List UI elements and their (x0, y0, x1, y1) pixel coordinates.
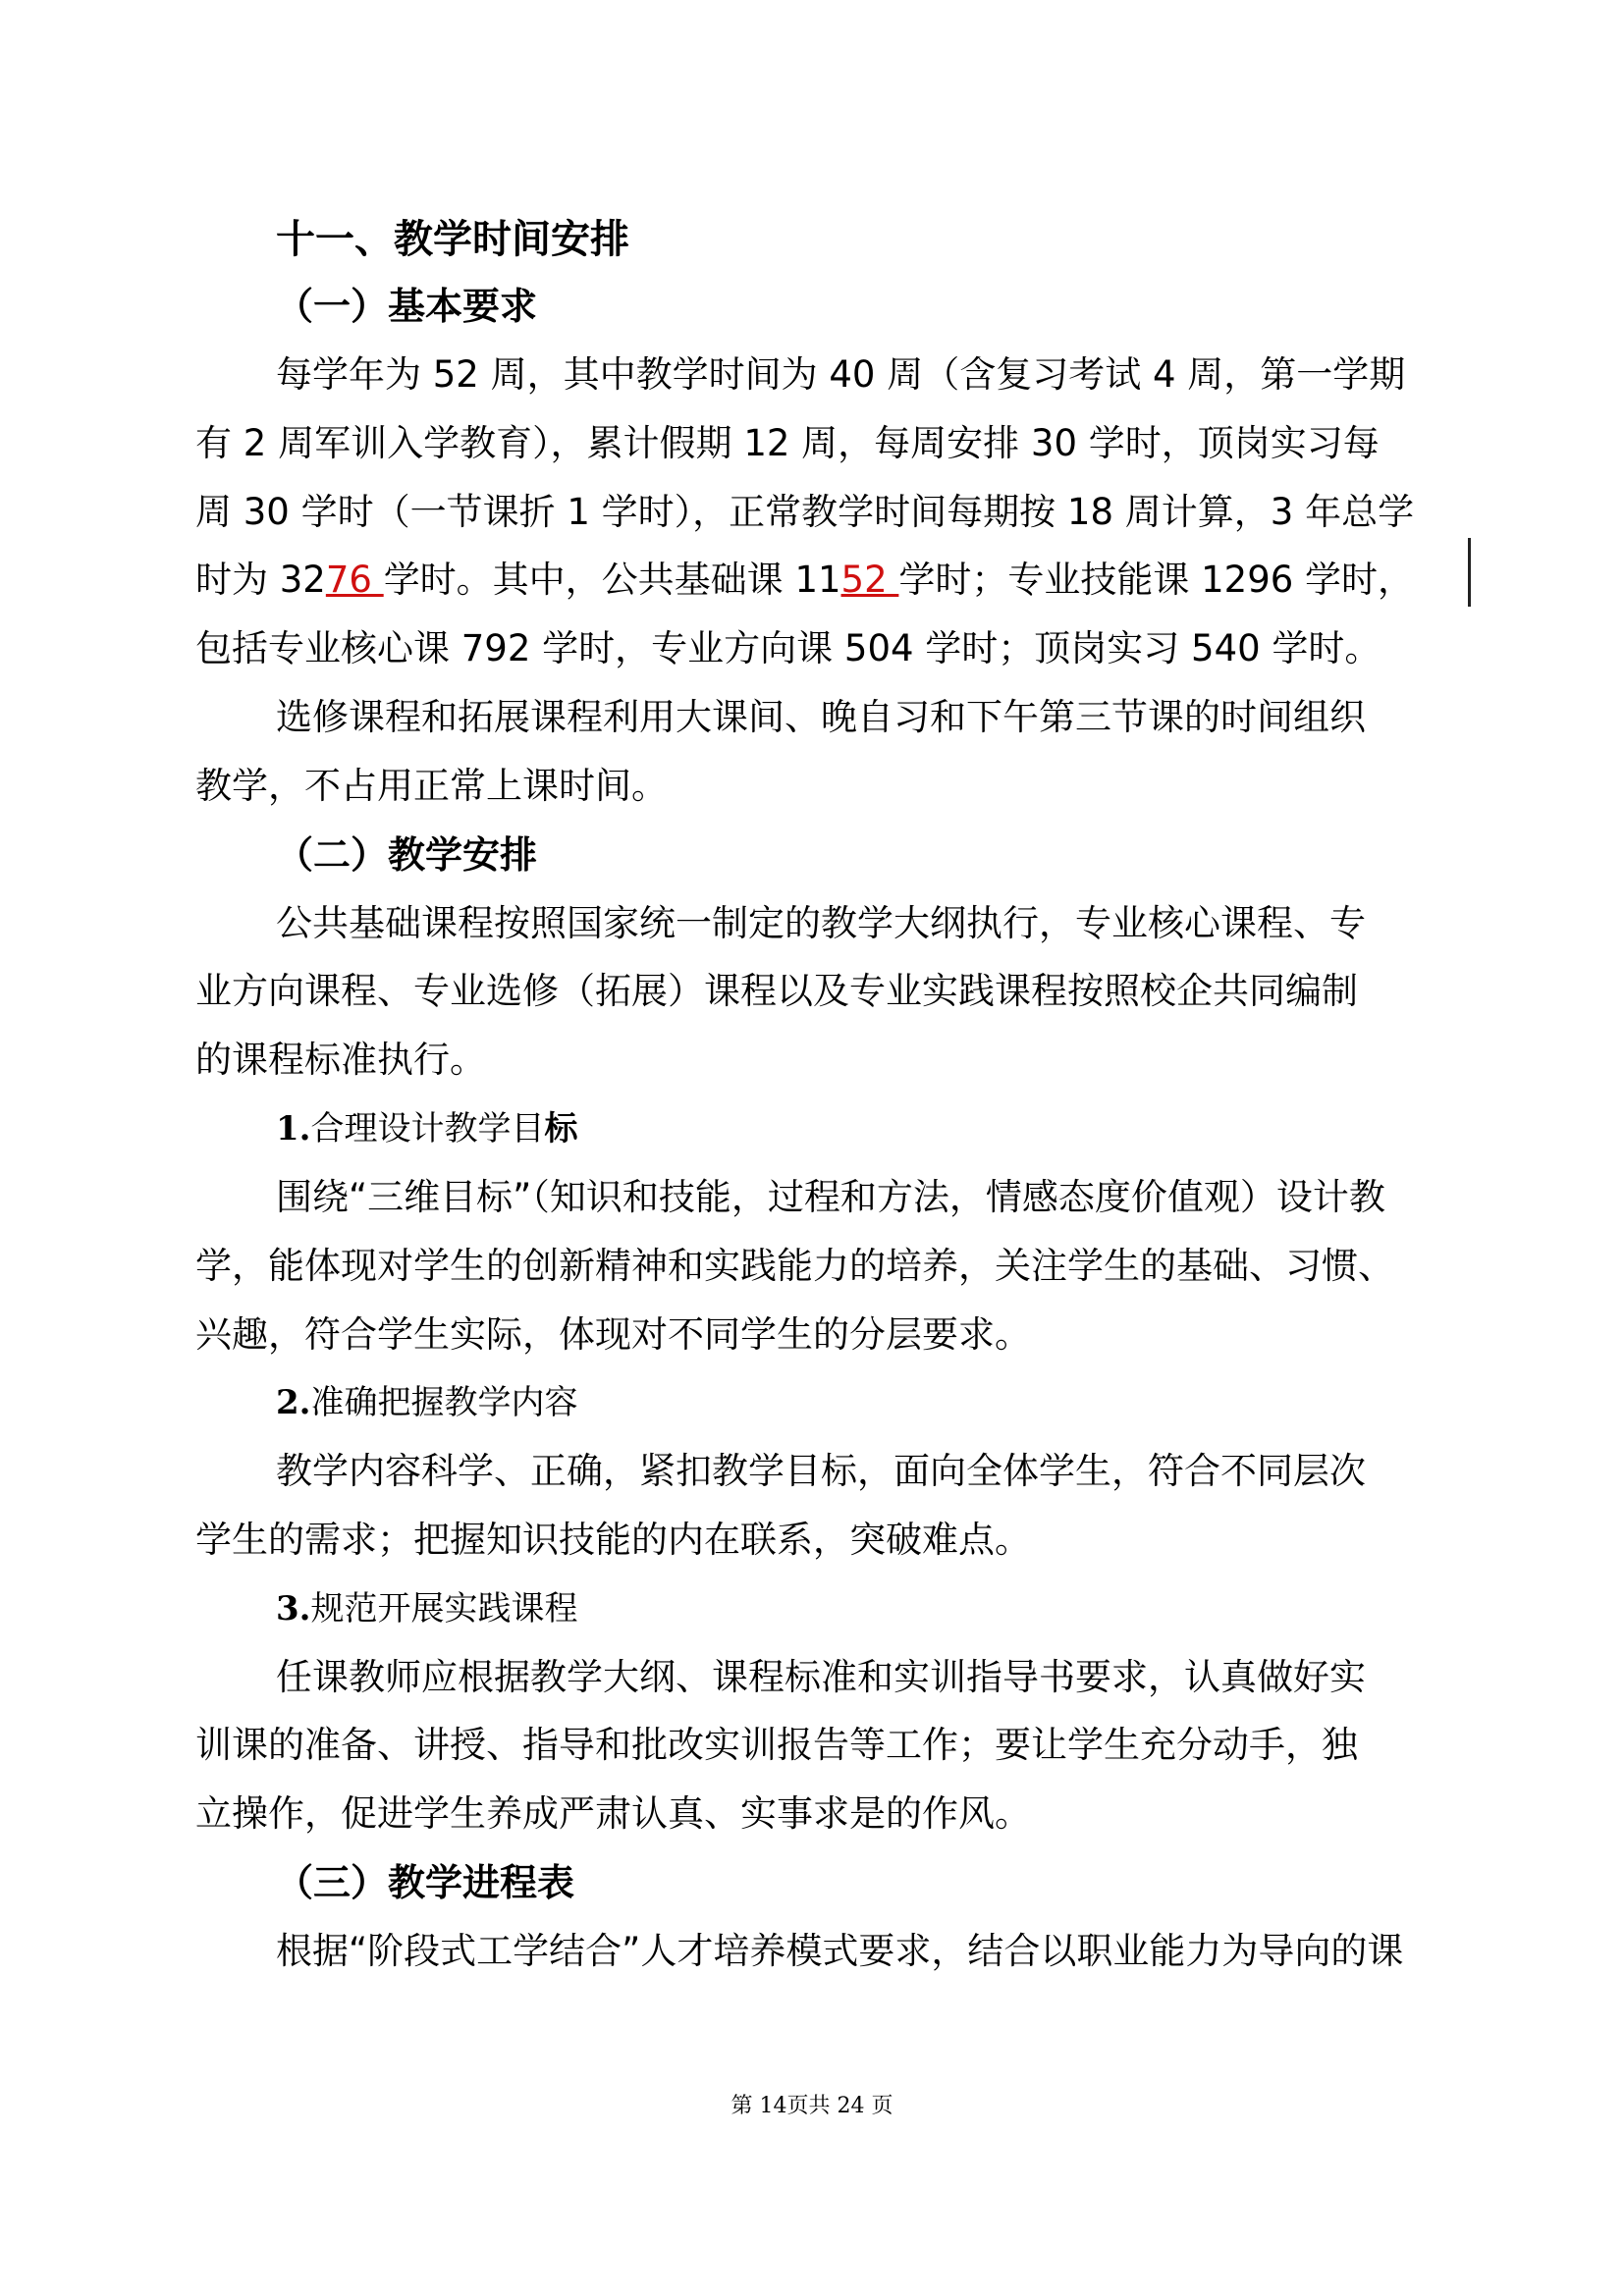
text-run: 时为 32 (195, 559, 326, 601)
revision-mark: 52 (840, 559, 899, 601)
paragraph-line: 训课的准备、讲授、指导和批改实训报告等工作；要让学生充分动手，独 (195, 1724, 1358, 1766)
paragraph-line: 学生的需求；把握知识技能的内在联系，突破难点。 (195, 1519, 1031, 1561)
paragraph-line: 的课程标准执行。 (195, 1039, 486, 1081)
paragraph-line: 立操作，促进学生养成严肃认真、实事求是的作风。 (195, 1792, 1031, 1835)
section-heading-progress-table: （三）教学进程表 (276, 1861, 575, 1904)
paragraph-line: 任课教师应根据教学大纲、课程标准和实训指导书要求，认真做好实 (276, 1656, 1366, 1698)
paragraph-line: 根据“阶段式工学结合”人才培养模式要求，结合以职业能力为导向的课 (276, 1930, 1404, 1972)
subheading-1 (276, 1101, 578, 1156)
paragraph-line: 有 2 周军训入学教育），累计假期 12 周，每周安排 30 学时，顶岗实习每 (195, 422, 1380, 464)
paragraph-line: 教学内容科学、正确，紧扣教学目标，面向全体学生，符合不同层次 (276, 1450, 1366, 1492)
chapter-heading: 十一、教学时间安排 (276, 217, 629, 262)
subheading-text: 合理设计教学目 (310, 1109, 545, 1148)
paragraph-line: 兴趣，符合学生实际，体现对不同学生的分层要求。 (195, 1313, 1031, 1356)
subheading-text: 准确把握教学内容 (310, 1383, 578, 1422)
paragraph-line: 学，能体现对学生的创新精神和实践能力的培养，关注学生的基础、习惯、 (195, 1245, 1394, 1287)
change-bar (1468, 538, 1471, 607)
text-run: 学时。其中，公共基础课 11 (383, 559, 841, 601)
subheading-number: 1. (276, 1109, 311, 1148)
revision-mark: 76 (325, 559, 384, 601)
page-footer: 第 14页共 24 页 (731, 2094, 893, 2118)
section-heading-teaching-arrangement: （二）教学安排 (276, 833, 538, 877)
paragraph-line: 包括专业核心课 792 学时，专业方向课 504 学时；顶岗实习 540 学时。 (195, 627, 1381, 669)
paragraph-line: 选修课程和拓展课程利用大课间、晚自习和下午第三节课的时间组织 (276, 696, 1366, 738)
subheading-number: 2. (276, 1383, 311, 1422)
paragraph-line: 围绕“三维目标”（知识和技能，过程和方法，情感态度价值观）设计教 (276, 1176, 1385, 1218)
section-heading-basic-requirements: （一）基本要求 (276, 285, 538, 328)
subheading-number: 3. (276, 1589, 311, 1629)
subheading-text: 标 (544, 1109, 578, 1148)
subheading-text: 规范开展实践课程 (310, 1589, 578, 1629)
paragraph-line-with-revisions (195, 553, 1414, 608)
paragraph-line: 业方向课程、专业选修（拓展）课程以及专业实践课程按照校企共同编制 (195, 970, 1358, 1012)
paragraph-line: 每学年为 52 周，其中教学时间为 40 周（含复习考试 4 周，第一学期 (276, 353, 1406, 396)
text-run: 学时；专业技能课 1296 学时， (898, 559, 1415, 601)
subheading-3 (276, 1581, 578, 1636)
paragraph-line: 公共基础课程按照国家统一制定的教学大纲执行，专业核心课程、专 (276, 902, 1366, 944)
paragraph-line: 周 30 学时（一节课折 1 学时），正常教学时间每期按 18 周计算，3 年总学 (195, 491, 1415, 533)
subheading-2 (276, 1375, 578, 1430)
paragraph-line: 教学，不占用正常上课时间。 (195, 765, 668, 807)
